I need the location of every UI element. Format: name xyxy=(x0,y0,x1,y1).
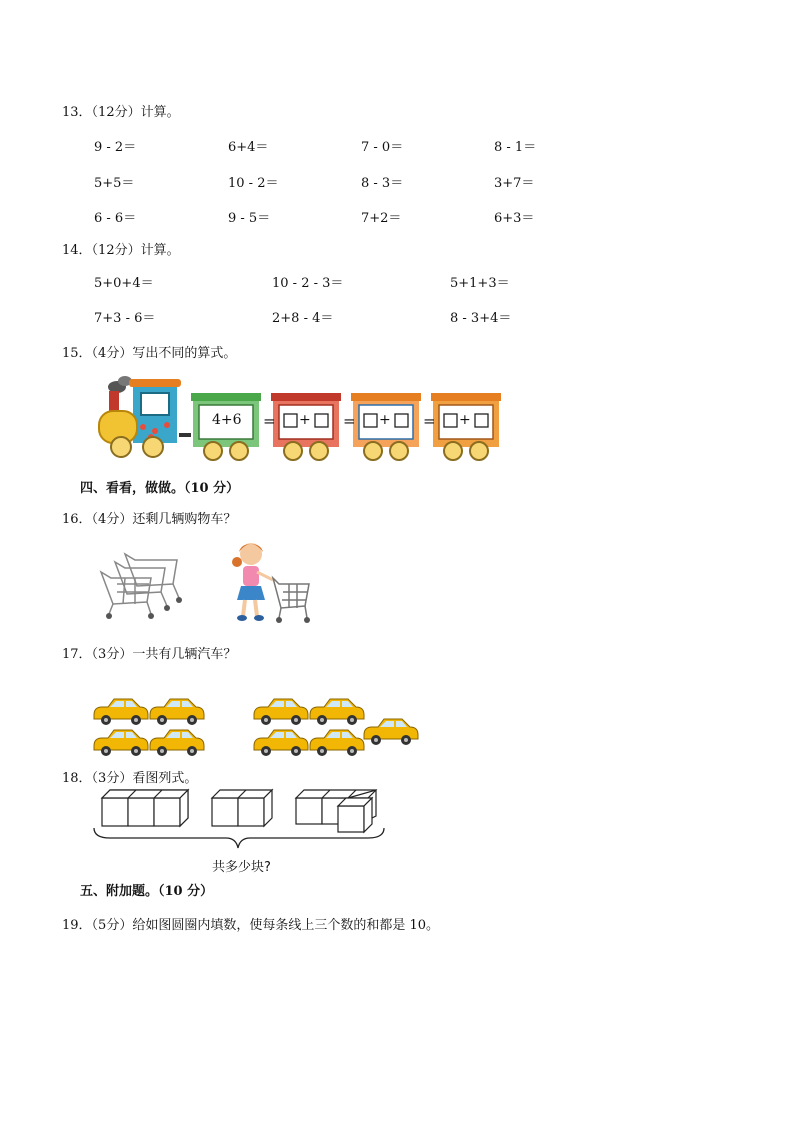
plus-sign: + xyxy=(459,412,471,428)
car-icon xyxy=(94,699,148,725)
q13-exercise: 7 - 0＝ xyxy=(361,140,404,155)
q13-exercise: 7+2＝ xyxy=(361,211,402,226)
girl-icon xyxy=(232,543,273,621)
q14-exercise: 2+8 - 4＝ xyxy=(272,311,334,326)
car-icon xyxy=(94,730,148,756)
blocks-illustration xyxy=(90,788,390,850)
q16-title: 16．（4分）还剩几辆购物车？ xyxy=(62,512,237,527)
car-icon xyxy=(254,730,308,756)
q18-title: 18．（3分）看图列式。 xyxy=(62,771,198,786)
girl-pushing-cart-illustration xyxy=(225,540,315,625)
q14-exercise: 5+0+4＝ xyxy=(94,276,154,291)
q13-exercise: 3+7＝ xyxy=(494,176,535,191)
plus-sign: + xyxy=(299,412,311,428)
q17-title: 17．（3分）一共有几辆汽车？ xyxy=(62,647,237,662)
plus-sign: + xyxy=(379,412,391,428)
given-expression: 4+6 xyxy=(212,412,242,428)
q14-exercise: 7+3 - 6＝ xyxy=(94,311,156,326)
q15-title: 15．（4分）写出不同的算式。 xyxy=(62,346,237,361)
equals-sign: = xyxy=(263,412,276,430)
q14-exercise: 10 - 2 - 3＝ xyxy=(272,276,344,291)
equals-sign: = xyxy=(343,412,356,430)
q14-title: 14．（12分）计算。 xyxy=(62,243,180,258)
section-5-heading: 五、附加题。（10 分） xyxy=(80,884,214,899)
car-icon xyxy=(150,699,204,725)
blocks-caption: 共多少块? xyxy=(212,860,271,875)
q13-exercise: 5+5＝ xyxy=(94,176,135,191)
q14-exercise: 5+1+3＝ xyxy=(450,276,510,291)
equals-sign: = xyxy=(423,412,436,430)
block-group-2 xyxy=(212,790,272,826)
car-icon xyxy=(364,719,418,745)
block-group-3 xyxy=(102,790,188,826)
q13-exercise: 9 - 2＝ xyxy=(94,140,137,155)
q13-exercise: 8 - 1＝ xyxy=(494,140,537,155)
locomotive-icon xyxy=(99,376,191,457)
car-icon xyxy=(254,699,308,725)
shopping-cart-icon xyxy=(273,578,309,618)
shopping-cart-icon xyxy=(101,554,179,614)
q13-exercise: 9 - 5＝ xyxy=(228,211,271,226)
block-group-stacked xyxy=(296,790,376,832)
car-icon xyxy=(310,699,364,725)
q13-exercise: 6+4＝ xyxy=(228,140,269,155)
q13-exercise: 8 - 3＝ xyxy=(361,176,404,191)
car-icon xyxy=(310,730,364,756)
car-icon xyxy=(150,730,204,756)
q14-exercise: 8 - 3+4＝ xyxy=(450,311,512,326)
q19-title: 19．（5分）给如图圆圈内填数，使每条线上三个数的和都是 10。 xyxy=(62,918,439,933)
section-4-heading: 四、看看，做做。（10 分） xyxy=(80,481,240,496)
cars-illustration xyxy=(92,695,422,760)
q13-exercise: 10 - 2＝ xyxy=(228,176,279,191)
shopping-carts-illustration xyxy=(95,550,185,622)
q13-title: 13．（12分）计算。 xyxy=(62,105,180,120)
q13-exercise: 6 - 6＝ xyxy=(94,211,137,226)
q13-exercise: 6+3＝ xyxy=(494,211,535,226)
